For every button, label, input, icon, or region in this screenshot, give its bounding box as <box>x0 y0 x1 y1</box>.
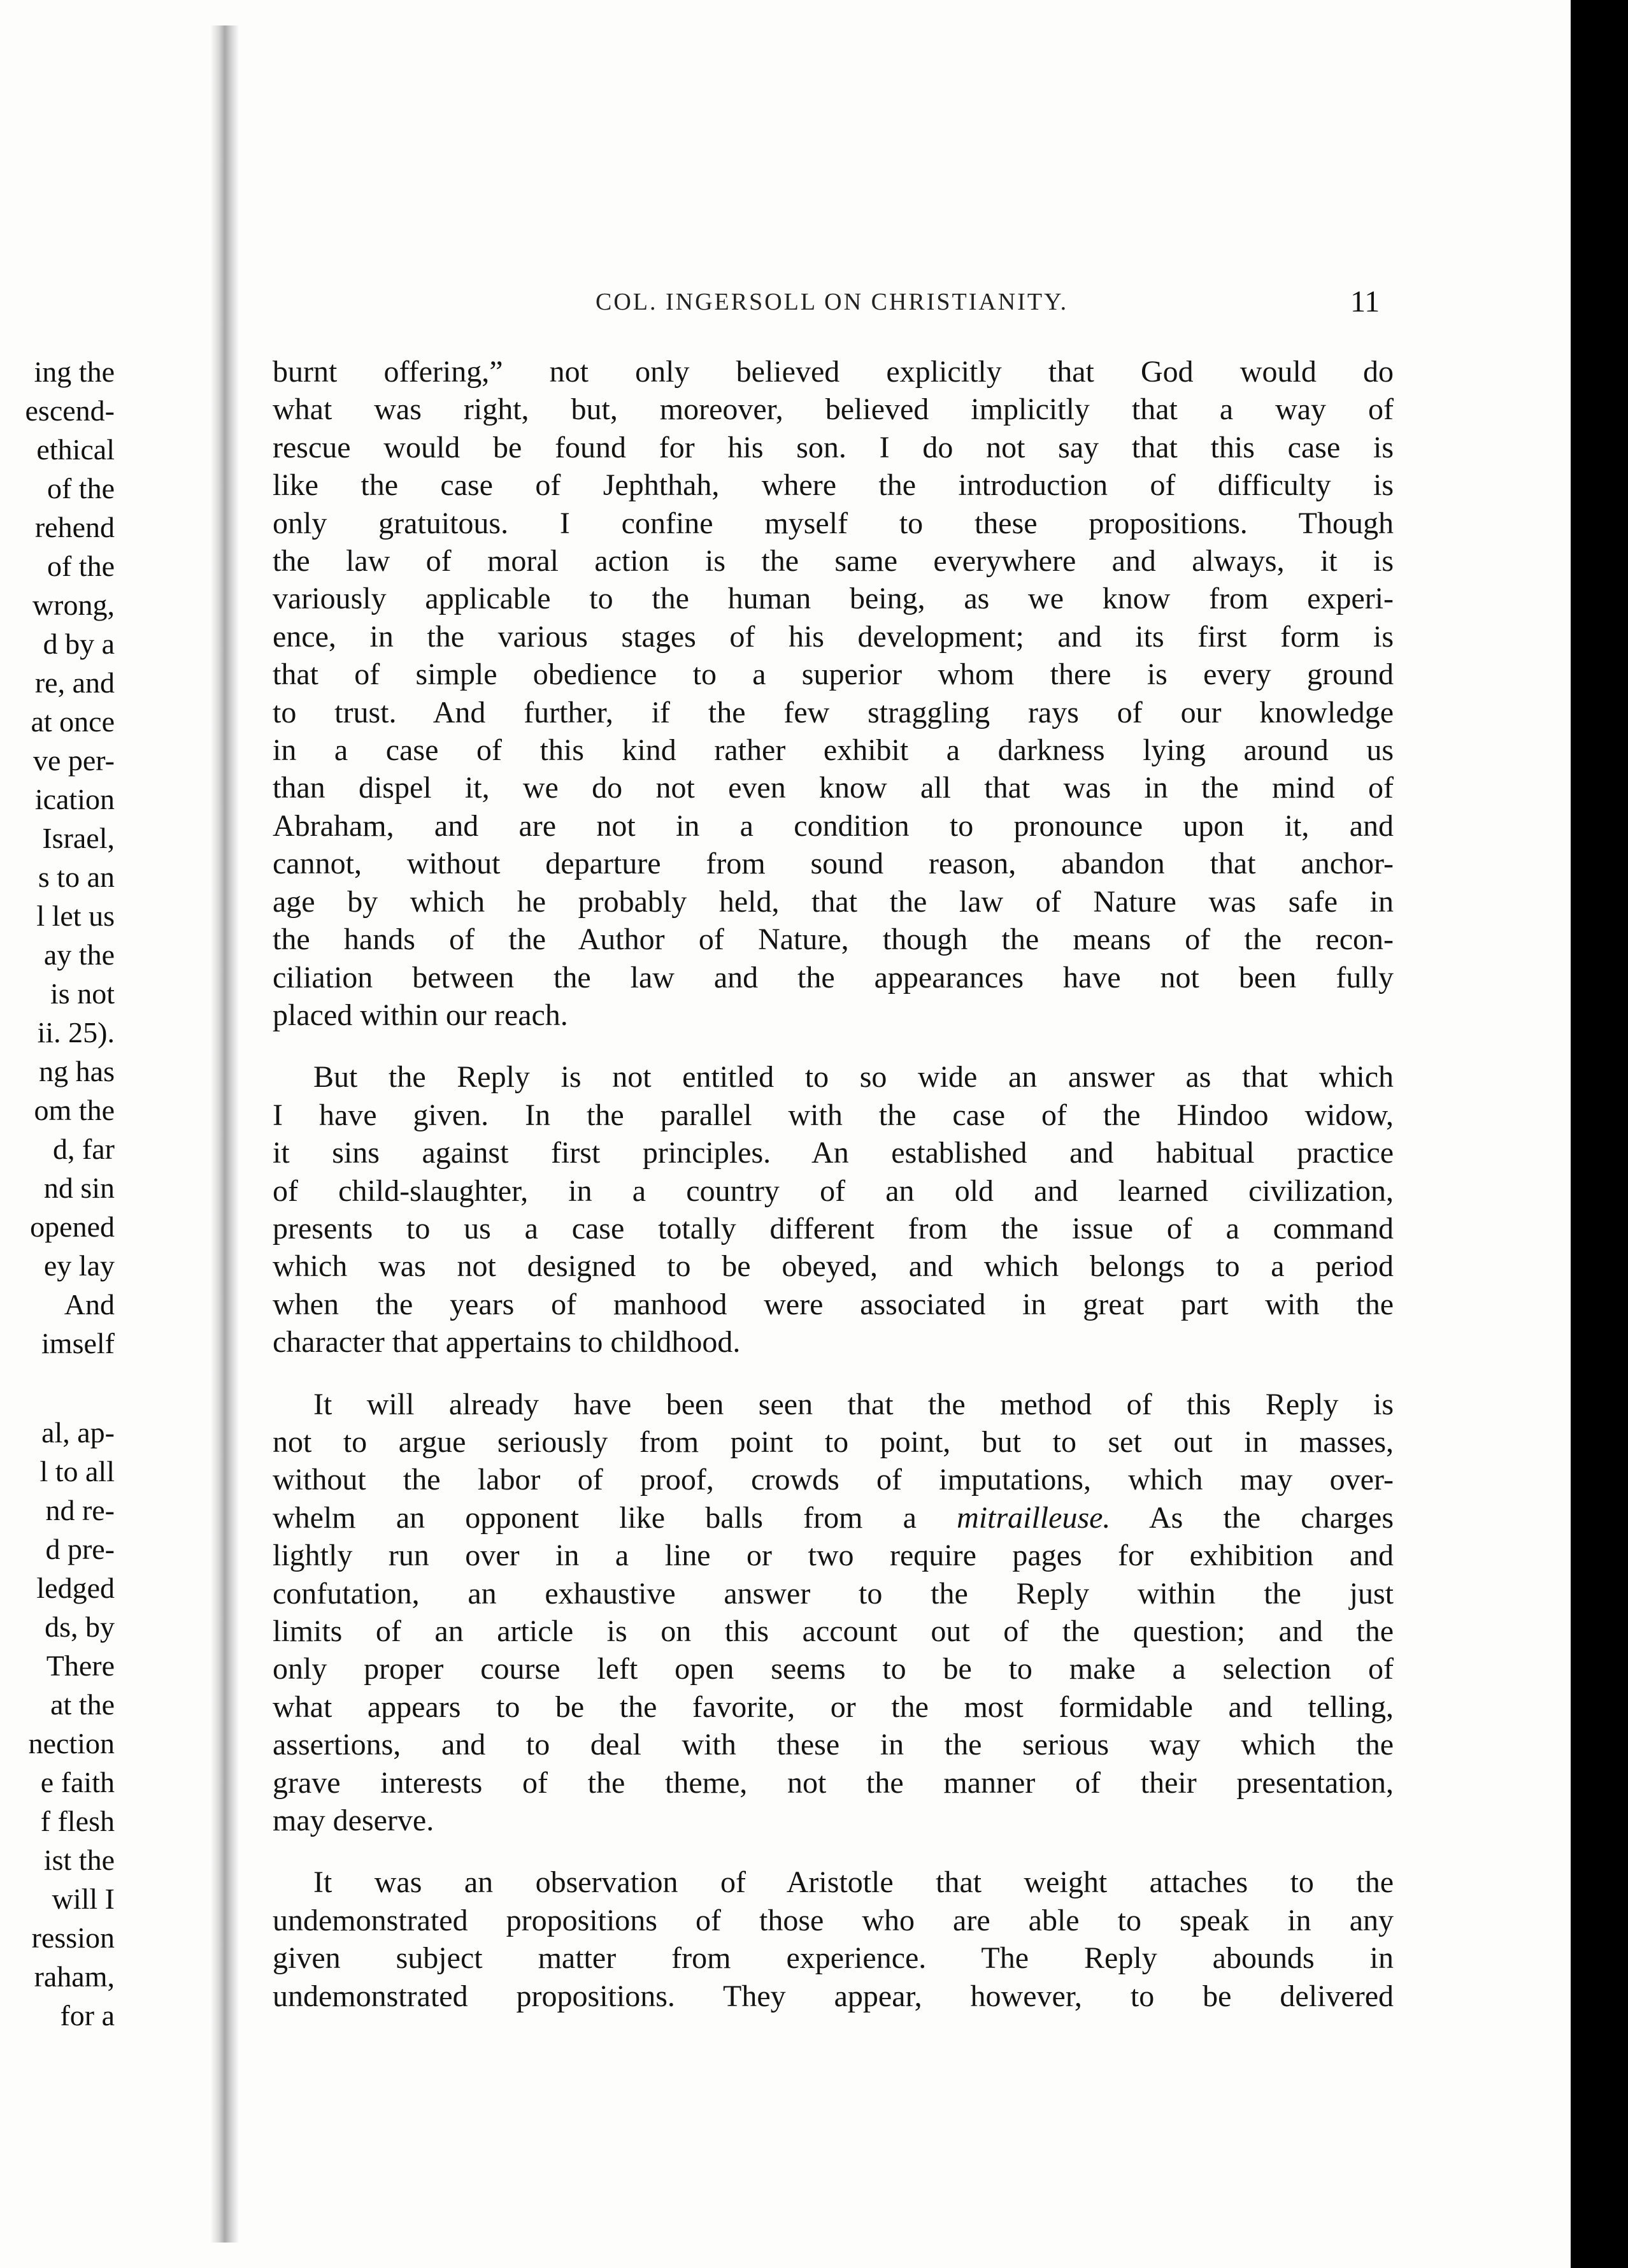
text-line: But the Reply is not entitled to so wide an answer as that which <box>313 1060 1394 1095</box>
left-fragment-line: d by a <box>43 628 115 660</box>
left-fragment-line: ve per- <box>32 744 115 777</box>
running-title: COL. INGERSOLL ON CHRISTIANITY. <box>596 289 1069 315</box>
left-page-edge <box>0 0 210 2268</box>
text-line: assertions, and to deal with these in the serious way which the <box>273 1728 1394 1762</box>
left-fragment-line: And <box>64 1288 115 1321</box>
left-fragment-line: of the <box>46 550 115 582</box>
left-fragment-line: ng has <box>39 1055 115 1087</box>
text-line: to trust. And further, if the few straggling rays of our knowledge <box>273 695 1394 729</box>
text-line: only gratuitous. I confine myself to these propositions. Though <box>273 506 1394 540</box>
text-line: than dispel it, we do not even know all that was in the mind of <box>273 771 1394 805</box>
italic-word: mitrailleuse. <box>957 1500 1111 1535</box>
text-line: grave interests of the theme, not the manner of their presentation, <box>273 1765 1394 1800</box>
left-fragment-line: is not <box>50 977 115 1010</box>
text-line: what appears to be the favorite, or the most formidable and telling, <box>273 1690 1394 1724</box>
left-fragment-line: l to all <box>39 1455 115 1488</box>
left-fragment-line: Israel, <box>42 822 115 854</box>
text-line: rescue would be found for his son. I do not say that this case is <box>273 430 1394 464</box>
left-fragment-line: al, ap- <box>41 1416 115 1449</box>
left-fragment-line: ing the <box>34 355 115 388</box>
left-fragment-line: of the <box>46 472 115 505</box>
left-fragment-line: l let us <box>36 900 115 932</box>
text-line: Abraham, and are not in a condition to pronounce upon it, and <box>273 808 1394 843</box>
left-fragment-line: re, and <box>34 666 115 699</box>
text-line: character that appertains to childhood. <box>273 1325 741 1360</box>
left-fragment-line: for a <box>60 1999 115 2032</box>
text-line: ence, in the various stages of his development; and its first form is <box>273 619 1394 654</box>
left-fragment-line: ethical <box>36 433 115 466</box>
left-fragment-line: s to an <box>38 861 115 893</box>
left-fragment-line: will I <box>52 1883 115 1915</box>
text-line: only proper course left open seems to be to make a selection of <box>273 1652 1394 1686</box>
left-fragment-line: ii. 25). <box>37 1016 115 1049</box>
text-line: that of simple obedience to a superior whom there is every ground <box>273 657 1394 692</box>
text-line <box>273 1499 1394 1537</box>
left-fragment-line: at the <box>50 1688 115 1721</box>
text-line: presents to us a case totally different from the issue of a command <box>273 1211 1394 1245</box>
text-line: undemonstrated propositions of those who are able to speak in any <box>273 1903 1394 1937</box>
left-fragment-line: imself <box>41 1327 115 1360</box>
left-fragment-line: ay the <box>43 938 115 971</box>
text-line: like the case of Jephthah, where the introduction of difficulty is <box>273 468 1394 503</box>
text-line: undemonstrated propositions. They appear, however, to be delivered <box>273 1979 1394 2013</box>
left-fragment-line: ey lay <box>43 1249 115 1282</box>
left-fragment-line: d, far <box>52 1133 115 1165</box>
text-line: age by which he probably held, that the law of Nature was safe in <box>273 884 1394 919</box>
text-line: what was right, but, moreover, believed implicitly that a way of <box>273 392 1394 427</box>
text-line: burnt offering,” not only believed explicitly that God would do <box>273 355 1394 389</box>
left-fragment-line: escend- <box>25 394 115 427</box>
left-fragment-line: nection <box>28 1727 115 1760</box>
left-fragment-line: raham, <box>34 1960 115 1993</box>
text-line: when the years of manhood were associated in great part with the <box>273 1287 1394 1321</box>
text-line: confutation, an exhaustive answer to the Reply within the just <box>273 1576 1394 1611</box>
text-line: variously applicable to the human being, as we know from experi- <box>273 582 1394 616</box>
text-line-part: As the charges <box>1110 1500 1394 1535</box>
left-fragment-line: opened <box>30 1210 115 1243</box>
left-fragment-line: f flesh <box>40 1805 115 1837</box>
left-fragment-line: ds, by <box>45 1611 115 1643</box>
book-gutter <box>210 25 239 2243</box>
text-line: which was not designed to be obeyed, and which belongs to a period <box>273 1249 1394 1284</box>
text-line: in a case of this kind rather exhibit a darkness lying around us <box>273 733 1394 768</box>
text-line: of child-slaughter, in a country of an old and learned civilization, <box>273 1173 1394 1208</box>
left-fragment-line: at once <box>31 705 115 738</box>
text-line: placed within our reach. <box>273 998 568 1032</box>
text-line: the hands of the Author of Nature, though the means of the recon- <box>273 922 1394 957</box>
text-line-part: whelm an opponent like balls from a <box>273 1500 957 1535</box>
left-fragment-line: ledged <box>36 1572 115 1604</box>
left-fragment-line: ression <box>31 1921 115 1954</box>
main-text <box>273 353 1394 2015</box>
text-line: without the labor of proof, crowds of imputations, which may over- <box>273 1463 1394 1497</box>
text-line: lightly run over in a line or two require pages for exhibition and <box>273 1539 1394 1573</box>
text-line: I have given. In the parallel with the case of the Hindoo widow, <box>273 1098 1394 1132</box>
text-line: It will already have been seen that the method of this Reply is <box>313 1387 1394 1421</box>
left-fragment-line: rehend <box>34 511 115 543</box>
text-line: It was an observation of Aristotle that weight attaches to the <box>313 1865 1394 1900</box>
left-fragment-line: d pre- <box>45 1533 115 1565</box>
text-line: not to argue seriously from point to point, but to set out in masses, <box>273 1425 1394 1459</box>
text-line: may deserve. <box>273 1804 434 1838</box>
text-line: it sins against first principles. An established and habitual practice <box>273 1136 1394 1170</box>
left-fragment-line: e faith <box>40 1766 115 1798</box>
text-line: the law of moral action is the same everywhere and always, it is <box>273 544 1394 578</box>
text-line: given subject matter from experience. The Reply abounds in <box>273 1941 1394 1976</box>
left-fragment-line: om the <box>34 1094 115 1126</box>
page-number: 11 <box>1350 285 1380 319</box>
left-fragment-line: nd re- <box>45 1494 115 1526</box>
text-line: ciliation between the law and the appearances have not been fully <box>273 960 1394 994</box>
left-fragment-line: ication <box>34 783 115 815</box>
left-fragment-line: wrong, <box>32 589 115 621</box>
left-fragment-line: ist the <box>43 1844 115 1876</box>
text-line: cannot, without departure from sound reason, abandon that anchor- <box>273 847 1394 881</box>
left-fragment-line: nd sin <box>43 1172 115 1204</box>
left-fragment-line: There <box>46 1649 115 1682</box>
text-line: limits of an article is on this account out of the question; and the <box>273 1614 1394 1648</box>
